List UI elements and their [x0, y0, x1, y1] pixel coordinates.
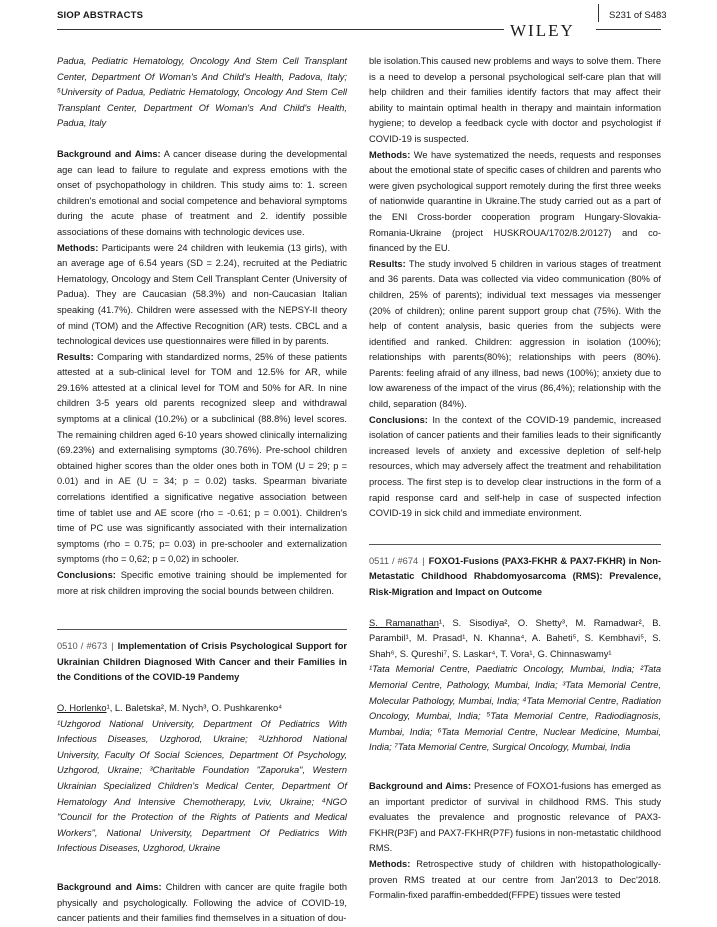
page-number: S231 of S483: [609, 10, 667, 21]
right-column: [369, 54, 661, 904]
section-label: Results:: [369, 258, 406, 269]
publisher-logo: WILEY: [510, 21, 575, 40]
co-authors: ¹, S. Sisodiya², O. Shetty³, M. Ramadwar², B. Parambil¹, M. Prasad¹, N. Khanna⁴, A. Baheti⁵, S. Kembhavi⁵, S. Shah⁶, S. Qureshi⁷, S. Laskar⁴, T. Vora¹, G. Chinnaswamy¹: [369, 617, 661, 659]
results-paragraph: [57, 350, 347, 568]
presenting-author: O. Horlenko: [57, 702, 107, 713]
co-authors: ¹, L. Baletska², M. Nych³, O. Pushkarenko⁴: [106, 702, 283, 713]
methods-paragraph: [57, 241, 347, 350]
methods-paragraph: [369, 148, 661, 257]
header-rule-right: [596, 29, 661, 30]
section-text: We have systematized the needs, requests and responses about the emotional state of specific cases of children and parents who were given psychological support remotely during the first three weeks of nationwide quarantine in Ukraine.The study carried out as a part of the ENI Cross-border cooperation program Hungary-Slovakia-Romania-Ukraine (project HUSKROUA/1702/8.2/0127) and co-financed by the EU.: [369, 149, 661, 254]
conclusions-paragraph: [369, 413, 661, 522]
section-label: Methods:: [369, 149, 411, 160]
abstract-id: 0511 / #674: [369, 555, 419, 566]
left-column: [57, 54, 347, 927]
section-label: Methods:: [369, 858, 411, 869]
section-label: Methods:: [57, 242, 99, 253]
background-paragraph: [57, 147, 347, 241]
background-paragraph: [369, 779, 661, 857]
section-text: Retrospective study of children with histopathologically-proven RMS treated at our centre from Jan'2013 to Dec'2018. Formalin-fixed paraffin-embedded(FFPE) tissues were tested: [369, 858, 661, 901]
section-label: Results:: [57, 351, 94, 362]
abstract-title: Implementation of Crisis Psychological Support for Ukrainian Children Diagnosed With Cancer and their Families in the Conditions of the COVID-19 Pandemy: [57, 641, 347, 683]
results-paragraph: [369, 257, 661, 413]
background-paragraph: [57, 880, 347, 927]
affiliations: ¹Uzhgorod National University, Department Of Pediatrics With Infectious Diseases, Uzghorod, Ukraine; ²Uzhhorod National University, Faculty Of Social Sciences, Department Of Psychology, Uzhgorod, Ukraine; ³Charitable Foundation "Zaporuka", Western Ukrainian Specialized Children's Medical Center, Department Of Hematology And Intensive Chemotherapy, Lviv, Ukraine; ⁴NGO "Council for the Protection of the Rights of Patients and Medical Workers", National University, Department Of Pediatrics With Infectious Diseases, Uzghorod, Ukraine: [57, 718, 347, 854]
section-text: Children with cancer are quite fragile both physically and psychologically. Following the advice of COVID-19, cancer patients and their families find themselves in a situation of dou-: [57, 881, 347, 924]
section-text: Participants were 24 children with leukemia (13 girls), with an average age of 6.54 years (SD = 2.24), recruited at the Pediatric Hematology, Oncology and Stem Cell Transplant Center (University of Padua). They are Caucasian (58.3%) and non-Caucasian Italian speaking (41.7%). Children were assessed with the NEPSY-II theory of mind (TOM) and the Affective Recognition (AR) tests. CBCL and a technological devices use questionnaires were filled in by parents.: [57, 242, 347, 347]
section-text: The study involved 5 children in various stages of treatment and 36 parents. Data was collected via video communication (80% of children, 25% of parents); individual text messages via messenger (20% of children); online parent support group chat (75%). With the help of content analysis, basic queries from the subjects were identified and ranked. Children: aggression in isolation (100%); relationships with parents(80%); relationships with peers (80%). Parents: feeling afraid of any illness, bad news (100%); anxiety due to low awareness of the impact of the virus (86,4%); relationship with the child, separation (84%).: [369, 258, 661, 410]
section-label: Background and Aims:: [369, 780, 472, 791]
methods-paragraph: [369, 857, 661, 904]
section-label: Background and Aims:: [57, 148, 161, 159]
section-text: In the context of the COVID-19 pandemic, increased isolation of cancer patients and their families leads to their significantly increased levels of anxiety and excessive depletion of self-help resources, which may adversely affect the treatment and rehabilitation process. The first step is to develop clear instructions in the form of a rapid response card and self-help in case of suspected infection COVID-19 in sick child and immediate environment.: [369, 414, 661, 519]
section-text: A cancer disease during the developmental age can lead to failure to regulate and express emotions with the onset of psychopathology in children. This study aims to: 1. screen children's emotional and social competence and behavioral symptoms during the acute phase of treatment and 2. identify possible associations of these domains with technologic devices use.: [57, 148, 348, 237]
section-label: Background and Aims:: [57, 881, 162, 892]
abstract-title: FOXO1-Fusions (PAX3-FKHR & PAX7-FKHR) in Non-Metastatic Childhood Rhabdomyosarcoma (RMS): Prevalence, Risk-Migration and Impact on Outcome: [369, 555, 661, 597]
page-header: [0, 0, 717, 44]
section-text: Presence of FOXO1-fusions has emerged as an important predictor of survival in childhood RMS. This study evaluates the prevalence and prognostic relevance of PAX3-FKHR(P3F) and PAX7-FKHR(P7F) fusions in non-metastatic childhood RMS.: [369, 780, 661, 854]
header-divider: [598, 4, 599, 22]
background-continued: ble isolation.This caused new problems and ways to solve them. There is a need to develop a personal psychological self-care plan that will help children and their families identify factors that may affect their ability to maintain optimal health in therapy and maintain information hygiene; to develop a feedback cycle with doctor and psychologist if COVID-19 is suspected.: [369, 56, 661, 144]
affiliations-continued: Padua, Pediatric Hematology, Oncology And Stem Cell Transplant Center, Department Of Woman's And Child's Health, Padova, Italy; ⁵University of Padua, Pediatric Hematology, Oncology And Stem Cell Transplant Center, Department Of Woman's And Child's Health, Padua, Italy: [57, 56, 347, 129]
affiliations: ¹Tata Memorial Centre, Paediatric Oncology, Mumbai, India; ²Tata Memorial Centre, Pathology, Mumbai, India; ³Tata Memorial Centre, Molecular Pathology, Mumbai, India; ⁴Tata Memorial Centre, Radiation Oncology, Mumbai, India; ⁵Tata Memorial Centre, Radiodiagnosis, Mumbai, India; ⁶Tata Memorial Centre, Nuclear Medicine, Mumbai, India; ⁷Tata Memorial Centre, Surgical Oncology, Mumbai, India: [369, 664, 661, 753]
author-list: [57, 701, 347, 717]
section-text: Specific emotive training should be implemented for more at risk children improving the social bounds between children.: [57, 570, 347, 596]
abstract-id: 0510 / #673: [57, 641, 108, 652]
section-text: Comparing with standardized norms, 25% of these patients attested at a sub-clinical level for TOM and 12.5% for AR, while 29.16% attested at a clinical level for TOM and 50% for AR. In nine children 3-5 years old parents recognized sleep and withdrawal symptoms at a clinical (10.2%) or a subclinical (88.8%) level scores. The remaining children aged 6-10 years showed clinically internalizing (69.23%) and externalising symptoms (30.76%). Pre-school children obtained higher scores than the older ones both in TOM (U = 29; p = 0.01) and in AE (U = 34; p = 0.02) tasks. Spearman bivariate correlations identified a significative negative association between time of tablet use and AE score (rho = -0.61; p = 0.001). Children's time of PC use was significantly associated with their internalization symptoms (rho = 0.75; p= 0.03) in pre-schooler and externalization symptoms (rho = 0,62; p = 0,02) in schooler.: [57, 351, 347, 565]
author-list: [369, 616, 661, 663]
section-label: Conclusions:: [57, 570, 116, 580]
conclusions-paragraph: [57, 568, 347, 599]
abstract-heading: [57, 629, 347, 686]
section-label: Conclusions:: [369, 414, 428, 425]
journal-section-title: SIOP ABSTRACTS: [57, 10, 144, 21]
header-rule: [57, 29, 504, 30]
abstract-heading: [369, 544, 661, 601]
heading-separator: |: [422, 555, 425, 566]
heading-separator: |: [111, 641, 114, 652]
presenting-author: S. Ramanathan: [369, 617, 439, 628]
